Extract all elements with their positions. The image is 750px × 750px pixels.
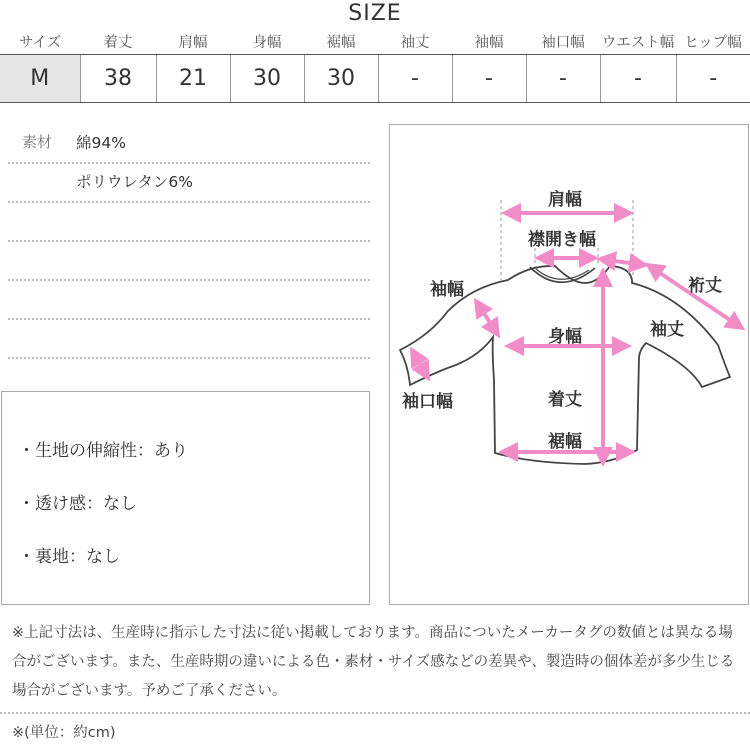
header-body-width: 身幅: [230, 30, 304, 54]
header-hip-width: ヒップ幅: [676, 30, 750, 54]
cell-size: M: [0, 54, 80, 102]
header-length: 着丈: [80, 30, 156, 54]
cell-length: 38: [80, 54, 156, 102]
divider: [0, 712, 750, 714]
header-size: サイズ: [0, 30, 80, 54]
material-value: 綿94%: [76, 134, 126, 152]
size-title: SIZE: [348, 1, 402, 26]
neckline: [530, 267, 595, 282]
unit-note: ※(単位：約cm): [12, 725, 116, 741]
material-value: ポリウレタン6%: [76, 173, 193, 191]
material-row-empty: [8, 320, 370, 359]
property-lining: ・裏地：なし: [18, 547, 120, 567]
cell-cuff-width: -: [526, 54, 600, 102]
label-hem: 裾幅: [548, 432, 582, 452]
header-sleeve-length: 袖丈: [378, 30, 452, 54]
label-shoulder: 肩幅: [548, 190, 582, 210]
label-cuff: 袖口幅: [402, 392, 453, 412]
label-sleeve-length: 袖丈: [650, 320, 684, 340]
header-waist-width: ウエスト幅: [600, 30, 676, 54]
cuff-arrow: [412, 350, 428, 378]
yuki-arrow-a: [600, 259, 645, 265]
cell-hip-width: -: [676, 54, 750, 102]
header-hem-width: 裾幅: [304, 30, 378, 54]
cell-hem-width: 30: [304, 54, 378, 102]
cell-shoulder: 21: [156, 54, 230, 102]
cell-sleeve-width: -: [452, 54, 526, 102]
size-table: [0, 30, 750, 103]
measurement-diagram: [389, 124, 749, 605]
property-transparency: ・透け感：なし: [18, 494, 137, 514]
header-shoulder: 肩幅: [156, 30, 230, 54]
material-row-empty: [8, 281, 370, 320]
header-sleeve-width: 袖幅: [452, 30, 526, 54]
material-label: 素材: [22, 133, 53, 151]
label-body-width: 身幅: [548, 327, 582, 347]
disclaimer-note: ※上記寸法は、生産時に指示した寸法に従い掲載しております。商品についたメーカータグの数値とは異なる場合がございます。また、生産時期の違いによる色・素材・サイズ感などの差異や、製造時の個体差が多少生じる場合がございます。予めご了承ください。: [12, 625, 735, 699]
cell-body-width: 30: [230, 54, 304, 102]
table-row: [0, 54, 750, 102]
material-row-empty: [8, 242, 370, 281]
material-row: [8, 125, 370, 164]
fabric-properties-box: [1, 391, 370, 605]
material-row-empty: [8, 203, 370, 242]
cell-sleeve-length: -: [378, 54, 452, 102]
cell-waist-width: -: [600, 54, 676, 102]
header-cuff-width: 袖口幅: [526, 30, 600, 54]
material-row: [8, 164, 370, 203]
label-sleeve-width: 袖幅: [430, 280, 464, 300]
sleeve-width-arrow: [476, 301, 498, 335]
label-length: 着丈: [548, 390, 582, 410]
label-yuki: 裄丈: [688, 276, 722, 296]
label-collar: 襟開き幅: [528, 230, 596, 250]
size-table-header: [0, 30, 750, 54]
property-stretch: ・生地の伸縮性：あり: [18, 441, 188, 461]
